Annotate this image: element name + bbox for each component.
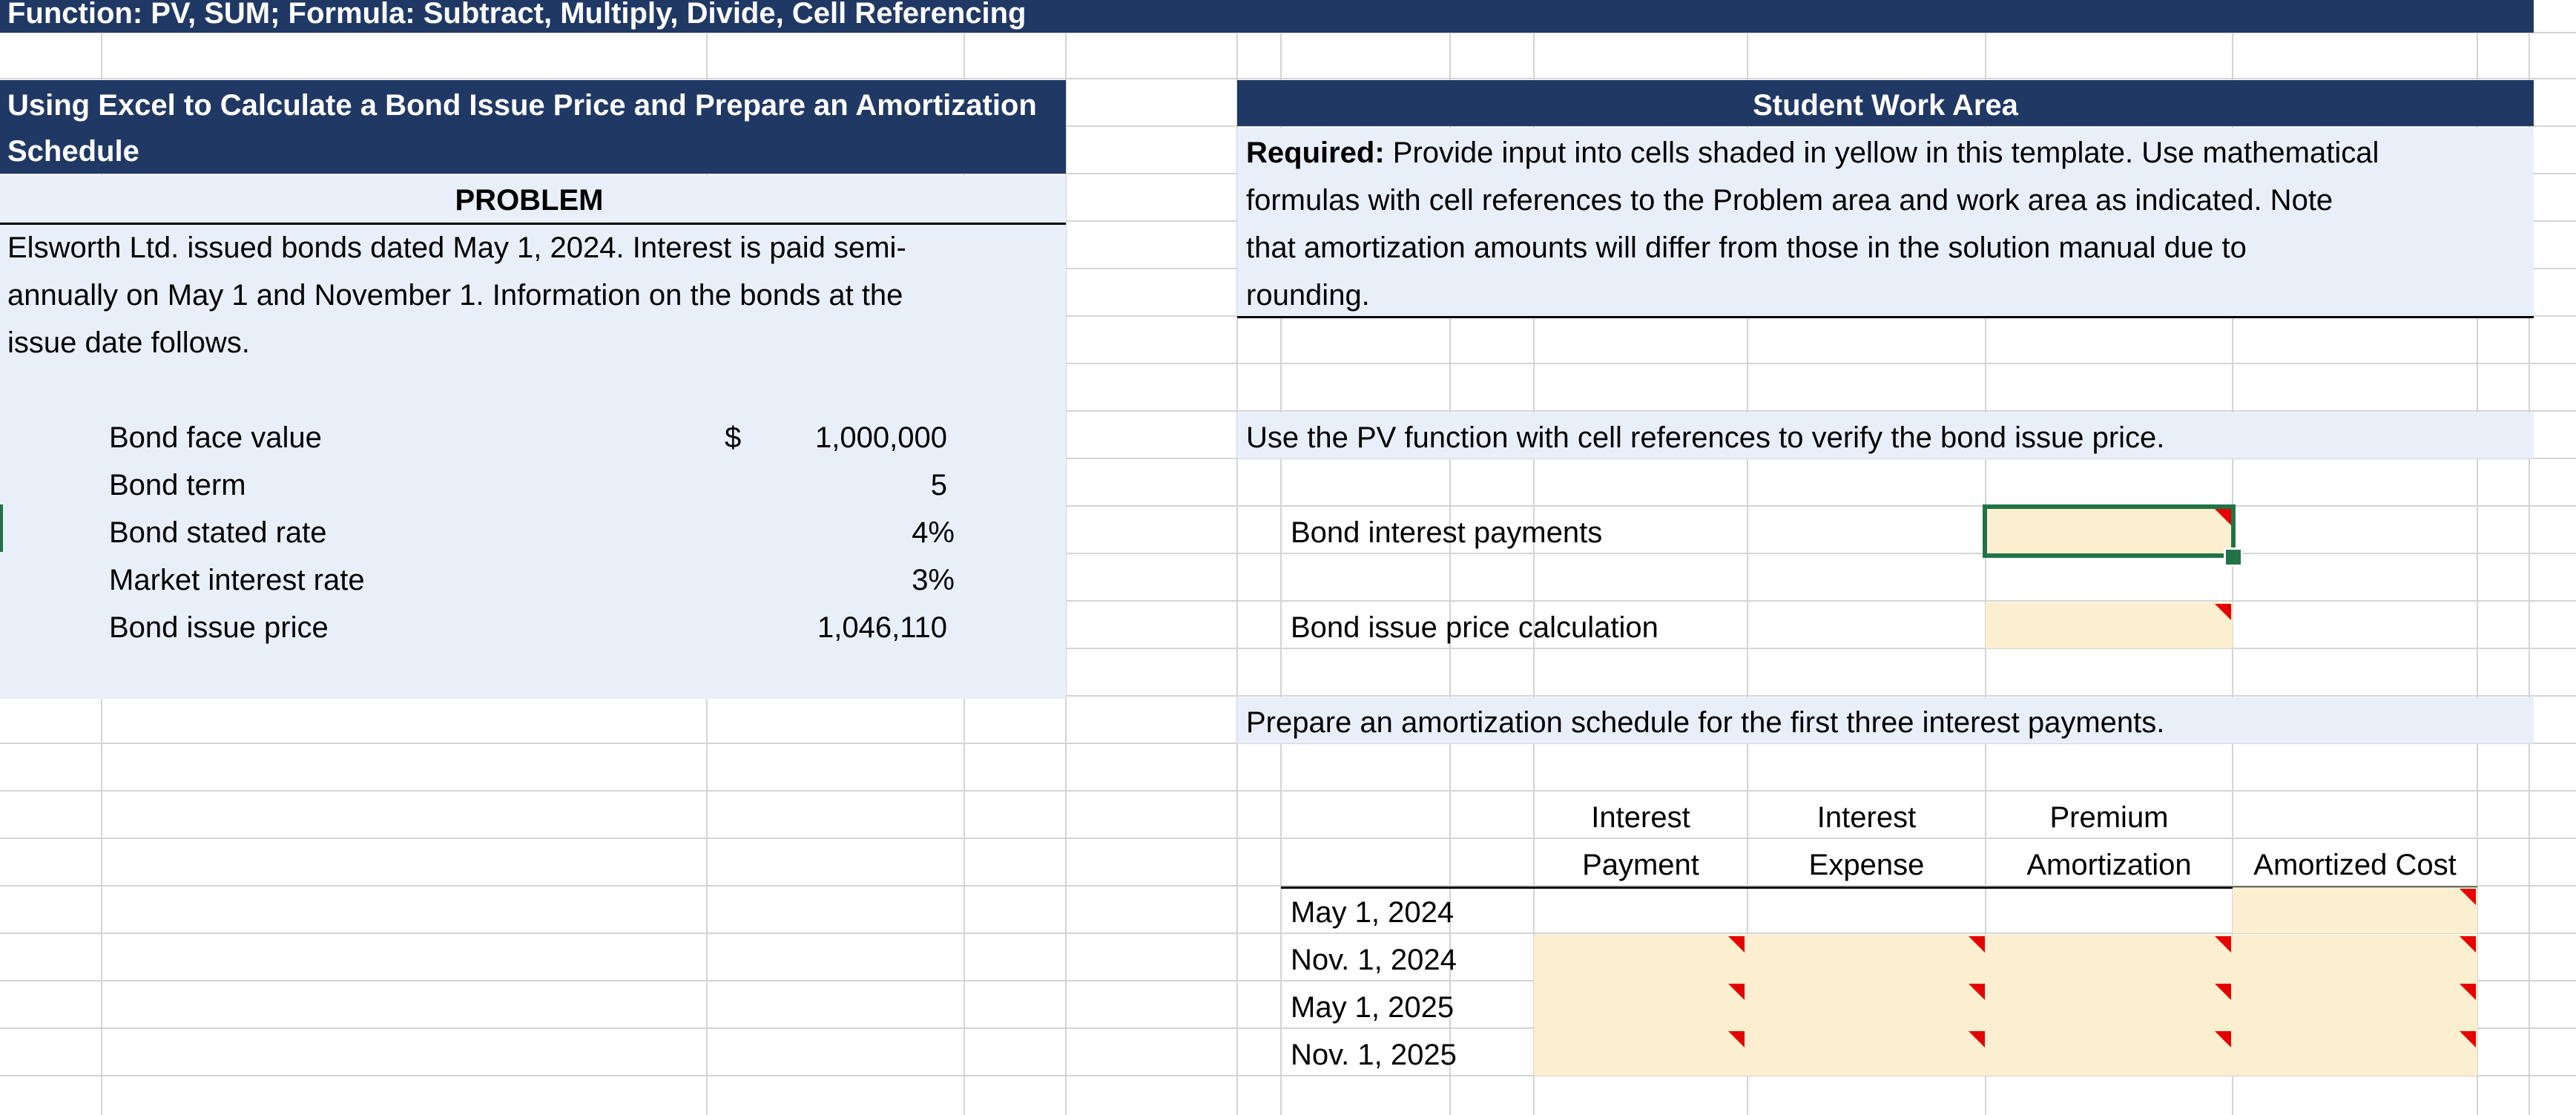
value-bond-issue-price: 1,046,110	[817, 611, 947, 644]
input-bond-issue-price-calculation[interactable]	[1986, 602, 2233, 648]
comment-indicator-icon	[1728, 936, 1745, 953]
col-header-interest-expense-line1: Interest	[1816, 801, 1917, 834]
comment-indicator-icon	[1728, 984, 1745, 1000]
date-row-1: May 1, 2024	[1291, 896, 1455, 929]
problem-description-line3: issue date follows.	[7, 326, 250, 359]
comment-indicator-icon	[2215, 604, 2231, 620]
required-line4: rounding.	[1246, 279, 1370, 312]
input-amortized-cost-column[interactable]	[2233, 935, 2477, 1076]
date-row-2: Nov. 1, 2024	[1291, 944, 1457, 976]
title-text: Function: PV, SUM; Formula: Subtract, Multiply, Divide, Cell Referencing	[7, 0, 1027, 30]
value-bond-face-value: 1,000,000	[815, 421, 947, 454]
label-market-interest-rate: Market interest rate	[109, 564, 365, 596]
comment-indicator-icon	[1728, 1031, 1745, 1047]
input-amortized-cost-row-1[interactable]	[2233, 887, 2477, 933]
date-row-3: May 1, 2025	[1291, 991, 1455, 1024]
col-header-interest-expense-line2: Expense	[1808, 849, 1925, 881]
label-bond-interest-payments: Bond interest payments	[1291, 516, 1603, 549]
label-bond-stated-rate: Bond stated rate	[109, 516, 327, 549]
label-bond-term: Bond term	[109, 469, 246, 501]
comment-indicator-icon	[2215, 984, 2231, 1000]
comment-indicator-icon	[2215, 936, 2231, 953]
input-interest-payment-column[interactable]	[1534, 935, 1747, 1076]
col-header-amortized-cost: Amortized Cost	[2253, 849, 2457, 881]
required-label: Required:	[1246, 137, 1385, 169]
comment-indicator-icon	[1969, 1031, 1985, 1047]
col-header-interest-payment-line1: Interest	[1591, 801, 1690, 834]
value-bond-term: 5	[930, 469, 947, 501]
fill-handle[interactable]	[2224, 547, 2243, 567]
required-underline	[1237, 316, 2534, 318]
col-header-interest-payment-line2: Payment	[1582, 849, 1699, 881]
active-cell-selection[interactable]	[1983, 504, 2236, 558]
comment-indicator-icon	[2460, 1031, 2476, 1047]
col-header-premium-amortization-line2: Amortization	[2026, 849, 2192, 881]
currency-symbol: $	[725, 421, 742, 454]
comment-indicator-icon	[2460, 936, 2476, 953]
comment-indicator-icon	[2460, 984, 2476, 1000]
problem-header-line2: Schedule	[7, 135, 139, 168]
comment-indicator-icon	[1969, 984, 1985, 1000]
required-text-line1: Provide input into cells shaded in yellow in this template. Use mathematical	[1384, 137, 2379, 169]
pv-instruction: Use the PV function with cell references to verify the bond issue price.	[1246, 421, 2165, 454]
label-bond-issue-price: Bond issue price	[109, 611, 329, 644]
problem-header-line1: Using Excel to Calculate a Bond Issue Price and Prepare an Amortization	[7, 89, 1037, 122]
date-row-4: Nov. 1, 2025	[1291, 1039, 1457, 1071]
comment-indicator-icon	[2215, 1031, 2231, 1047]
required-line3: that amortization amounts will differ from those in the solution manual due to	[1246, 231, 2247, 264]
row-selection-marker	[0, 504, 3, 552]
label-bond-face-value: Bond face value	[109, 421, 322, 454]
problem-description-line2: annually on May 1 and November 1. Information on the bonds at the	[7, 279, 903, 312]
required-line1	[1246, 129, 2379, 177]
comment-indicator-icon	[1969, 936, 1985, 953]
label-bond-issue-price-calculation: Bond issue price calculation	[1291, 611, 1658, 644]
amort-instruction: Prepare an amortization schedule for the first three interest payments.	[1246, 706, 2165, 739]
work-area-header: Student Work Area	[1753, 89, 2018, 122]
input-interest-expense-column[interactable]	[1747, 935, 1986, 1076]
comment-indicator-icon	[2460, 889, 2476, 905]
required-line2: formulas with cell references to the Problem area and work area as indicated. Note	[1246, 184, 2333, 217]
input-premium-amortization-column[interactable]	[1986, 935, 2233, 1076]
problem-description-line1: Elsworth Ltd. issued bonds dated May 1, 2024. Interest is paid semi-	[7, 231, 906, 264]
value-bond-stated-rate: 4%	[912, 516, 955, 549]
problem-label: PROBLEM	[455, 184, 604, 217]
col-header-premium-amortization-line1: Premium	[2049, 801, 2169, 834]
value-market-interest-rate: 3%	[912, 564, 955, 596]
